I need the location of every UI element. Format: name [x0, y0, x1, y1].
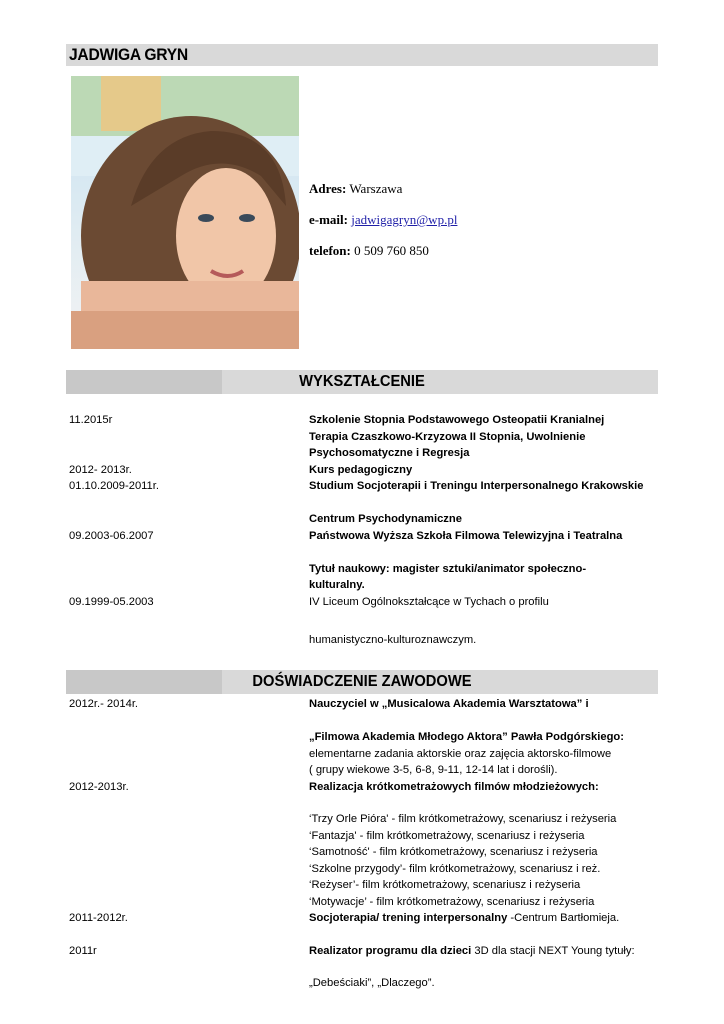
edu-line: kulturalny.: [309, 579, 365, 591]
exp-line: elementarne zadania aktorskie oraz zajęcia aktorsko-filmowe: [309, 747, 612, 760]
exp-line: ( grupy wiekowe 3-5, 6-8, 9-11, 12-14 lat i dorośli).: [309, 764, 558, 776]
edu-line: humanistyczno-kulturoznawczym.: [309, 634, 477, 646]
experience-title: DOŚWIADCZENIE ZAWODOWE: [252, 673, 472, 690]
exp-date: 2011r: [69, 945, 97, 957]
phone-value: 0 509 760 850: [354, 243, 429, 258]
edu-line: Centrum Psychodynamiczne: [309, 513, 462, 525]
exp-line: Nauczyciel w „Musicalowa Akademia Warsztatowa” i: [309, 698, 589, 710]
email-link[interactable]: jadwigagryn@wp.pl: [351, 212, 458, 227]
person-name: JADWIGA GRYN: [69, 45, 188, 64]
edu-line: IV Liceum Ogólnokształcące w Tychach o profilu: [309, 595, 549, 608]
exp-line: ‘Motywacje’ - film krótkometrażowy, scenariusz i reżyseria: [309, 895, 595, 908]
name-header-bar: [66, 44, 658, 66]
contact-address: Adres: Warszawa: [309, 181, 403, 196]
address-value: Warszawa: [349, 181, 403, 196]
edu-line: Terapia Czaszkowo-Krzyzowa II Stopnia, Uwolnienie: [309, 430, 586, 443]
exp-line: „Debeściaki”, „Dlaczego”.: [309, 977, 435, 989]
edu-line: Szkolenie Stopnia Podstawowego Osteopatii Kranialnej: [309, 414, 605, 426]
exp-line: ‘Trzy Orle Pióra' - film krótkometrażowy, scenariusz i reżyseria: [309, 813, 617, 825]
edu-date: 11.2015r: [69, 414, 113, 426]
exp-line: ‘Szkolne przygody’- film krótkometrażowy, scenariusz i reż.: [309, 862, 601, 875]
experience-section-header: [66, 670, 658, 694]
edu-date: 2012- 2013r.: [69, 463, 132, 476]
exp-date: 2012r.- 2014r.: [69, 698, 139, 710]
edu-line: Kurs pedagogiczny: [309, 463, 413, 476]
exp-line: Realizacja krótkometrażowych filmów młodzieżowych:: [309, 780, 599, 793]
education-title: WYKSZTAŁCENIE: [299, 373, 425, 390]
exp-line: Socjoterapia/ trening interpersonalny -Centrum Bartłomieja.: [309, 912, 620, 924]
profile-photo: [71, 76, 299, 349]
exp-line: Realizator programu dla dzieci 3D dla stacji NEXT Young tytuły:: [309, 945, 635, 957]
edu-date: 09.2003-06.2007: [69, 529, 154, 542]
edu-date: 09.1999-05.2003: [69, 595, 154, 608]
contact-email: e-mail: jadwigagryn@wp.pl: [309, 212, 458, 227]
exp-line: ‘Samotność' - film krótkometrażowy, scenariusz i reżyseria: [309, 846, 598, 858]
contact-phone: telefon: 0 509 760 850: [309, 243, 429, 258]
exp-line: „Filmowa Akademia Młodego Aktora” Pawła Podgórskiego:: [309, 731, 624, 743]
exp-date: 2011-2012r.: [69, 912, 128, 924]
exp-date: 2012-2013r.: [69, 780, 129, 793]
edu-line: Studium Socjoterapii i Treningu Interpersonalnego Krakowskie: [309, 480, 644, 492]
edu-line: Psychosomatyczne i Regresja: [309, 447, 470, 459]
exp-line: ‘Reżyser’- film krótkometrażowy, scenariusz i reżyseria: [309, 879, 581, 891]
edu-date: 01.10.2009-2011r.: [69, 480, 159, 492]
edu-line: Państwowa Wyższa Szkoła Filmowa Telewizyjna i Teatralna: [309, 529, 623, 542]
education-section-header: [66, 370, 658, 394]
edu-line: Tytuł naukowy: magister sztuki/animator społeczno-: [309, 562, 587, 575]
exp-line: ‘Fantazja' - film krótkometrażowy, scenariusz i reżyseria: [309, 829, 585, 842]
